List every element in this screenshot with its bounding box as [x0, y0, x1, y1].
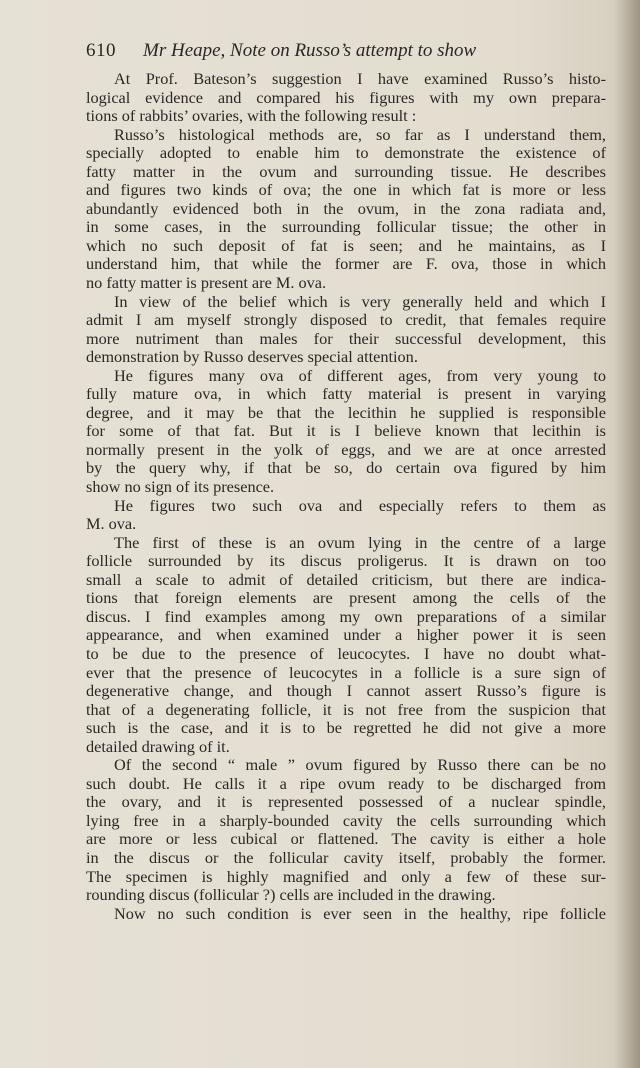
text-line: detailed drawing of it.: [86, 736, 230, 756]
text-line: He figures two such ova and especially refers to them as: [114, 495, 606, 515]
text-line: degree, and it may be that the lecithin he supplied is responsible: [86, 402, 606, 422]
body-text: [86, 70, 606, 923]
text-line: such is the case, and it is to be regretted he did not give a more: [86, 718, 606, 738]
text-line: abundantly evidenced both in the ovum, in the zona radiata and,: [86, 198, 606, 218]
page-header: [86, 40, 556, 66]
text-line: normally present in the yolk of eggs, and we are at once arrested: [86, 439, 606, 459]
text-line: demonstration by Russo deserves special attention.: [86, 347, 418, 367]
text-line: He figures many ova of different ages, from very young to: [114, 365, 606, 385]
text-line: The first of these is an ovum lying in the centre of a large: [114, 532, 606, 552]
text-line: fatty matter in the ovum and surrounding tissue. He describes: [86, 161, 606, 181]
text-line: are more or less cubical or flattened. The cavity is either a hole: [86, 829, 606, 849]
text-line: in some cases, in the surrounding follicular tissue; the other in: [86, 217, 606, 237]
page-edge-shadow: [614, 0, 640, 1068]
text-line: ever that the presence of leucocytes in a follicle is a sure sign of: [86, 662, 606, 682]
text-line: At Prof. Bateson’s suggestion I have examined Russo’s histo-: [114, 69, 606, 88]
text-line: small a scale to admit of detailed criticism, but there are indica-: [86, 569, 606, 589]
text-line: and figures two kinds of ova; the one in which fat is more or less: [86, 180, 606, 200]
text-line: that of a degenerating follicle, it is not free from the suspicion that: [86, 699, 606, 719]
text-line: the ovary, and it is represented possessed of a nuclear spindle,: [86, 792, 606, 812]
text-line: lying free in a sharply-bounded cavity the cells surrounding which: [86, 810, 606, 830]
text-line: In view of the belief which is very generally held and which I: [114, 291, 606, 311]
text-line: in the discus or the follicular cavity itself, probably the former.: [86, 847, 606, 867]
text-line: M. ova.: [86, 514, 137, 534]
text-line: understand him, that while the former are F. ova, those in which: [86, 254, 606, 274]
text-line: follicle surrounded by its discus proligerus. It is drawn on too: [86, 551, 606, 571]
text-line: logical evidence and compared his figures with my own prepara-: [86, 87, 606, 107]
text-line: discus. I find examples among my own preparations of a similar: [86, 606, 606, 626]
running-title: Mr Heape, Note on Russo’s attempt to show: [143, 40, 477, 61]
text-line: tions of rabbits’ ovaries, with the following result :: [86, 106, 417, 126]
text-line: Of the second “ male ” ovum figured by Russo there can be no: [114, 755, 606, 775]
text-line: admit I am myself strongly disposed to credit, that females require: [86, 310, 606, 330]
text-line: Russo’s histological methods are, so far as I understand them,: [114, 124, 606, 144]
text-line: degenerative change, and though I cannot assert Russo’s figure is: [86, 681, 606, 701]
text-line: Now no such condition is ever seen in the healthy, ripe follicle: [114, 903, 606, 923]
text-line: appearance, and when examined under a higher power it is seen: [86, 625, 606, 645]
text-line: such doubt. He calls it a ripe ovum ready to be discharged from: [86, 773, 606, 793]
text-line: to be due to the presence of leucocytes. I have no doubt what-: [86, 643, 606, 663]
text-line: specially adopted to enable him to demonstrate the existence of: [86, 143, 606, 163]
text-line: no fatty matter is present are M. ova.: [86, 273, 327, 293]
text-line: fully mature ova, in which fatty material is present in varying: [86, 384, 606, 404]
text-line: rounding discus (follicular ?) cells are included in the drawing.: [86, 885, 496, 905]
text-line: tions that foreign elements are present among the cells of the: [86, 588, 606, 608]
text-line: which no such deposit of fat is seen; and he maintains, as I: [86, 235, 606, 255]
text-line: more nutriment than males for their successful development, this: [86, 328, 606, 348]
text-line: for some of that fat. But it is I believe known that lecithin is: [86, 421, 606, 441]
text-line: The specimen is highly magnified and only a few of these sur-: [86, 866, 606, 886]
text-line: show no sign of its presence.: [86, 477, 275, 497]
page-number: 610: [86, 40, 116, 61]
text-line: by the query why, if that be so, do certain ova figured by him: [86, 458, 606, 478]
